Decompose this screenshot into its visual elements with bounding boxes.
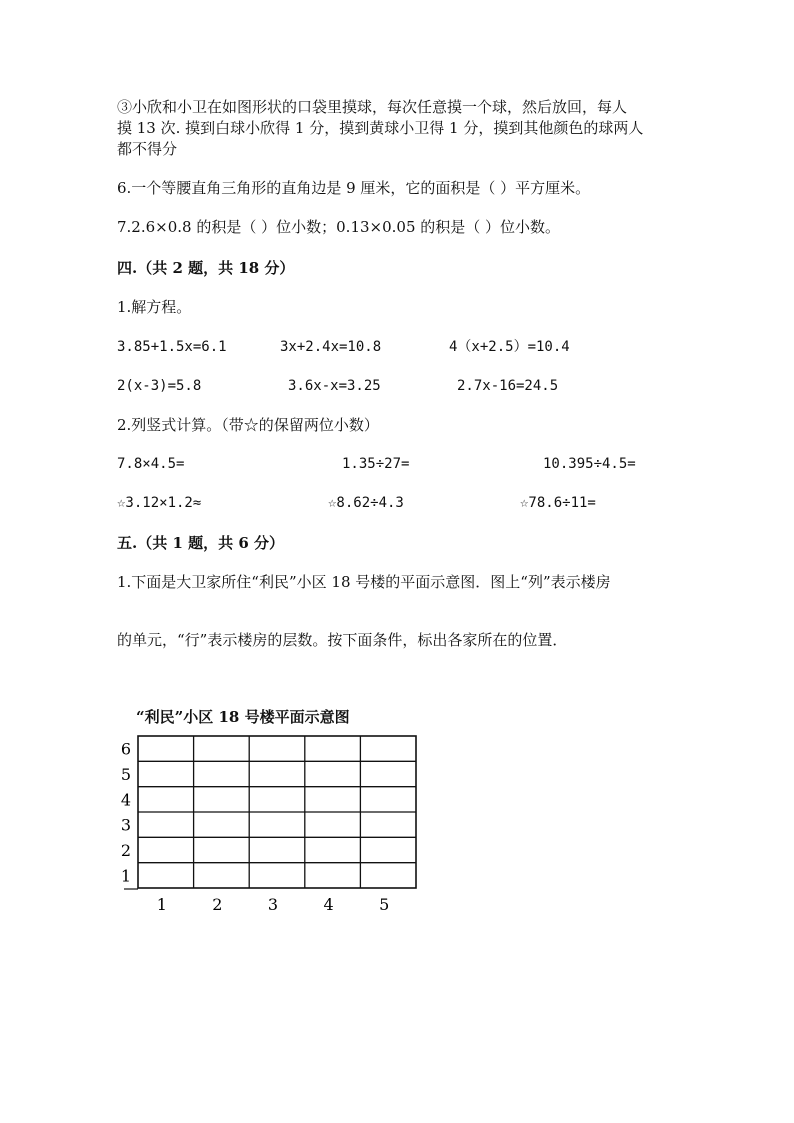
question-7: 7.2.6×0.8 的积是（ ）位小数；0.13×0.05 的积是（ ）位小数。: [117, 218, 561, 236]
diagram-title: “利民”小区 18 号楼平面示意图: [136, 708, 350, 726]
column-label: 3: [267, 895, 279, 914]
calc-5: ☆8.62÷4.3: [328, 495, 404, 511]
equation-1: 3.85+1.5x=6.1: [117, 339, 227, 355]
calc-6: ☆78.6÷11=: [520, 495, 596, 511]
equation-6: 2.7x-16=24.5: [457, 378, 559, 394]
section-5-q1-line-2: 的单元，“行”表示楼房的层数。按下面条件，标出各家所在的位置．: [117, 631, 568, 649]
building-grid: [112, 700, 432, 920]
calc-1: 7.8×4.5=: [117, 456, 185, 472]
calc-2: 1.35÷27=: [342, 456, 410, 472]
row-label: 1: [120, 866, 132, 886]
question-3-line-3: 都不得分: [117, 140, 178, 158]
equation-2: 3x+2.4x=10.8: [280, 339, 382, 355]
section-5-heading: 五.（共 1 题，共 6 分）: [117, 534, 284, 552]
equation-5: 3.6x-x=3.25: [288, 378, 381, 394]
calc-3: 10.395÷4.5=: [543, 456, 636, 472]
equation-3: 4（x+2.5）=10.4: [449, 339, 570, 355]
question-3-line-2: 摸 13 次. 摸到白球小欣得 1 分，摸到黄球小卫得 1 分，摸到其他颜色的球两人: [117, 119, 644, 137]
section-4-heading: 四.（共 2 题，共 18 分）: [117, 259, 295, 277]
calc-4: ☆3.12×1.2≈: [117, 495, 202, 511]
column-label: 5: [379, 895, 390, 914]
equation-4: 2(x-3)=5.8: [117, 378, 202, 394]
building-grid-diagram: [112, 700, 432, 924]
row-label: 4: [120, 790, 132, 810]
column-label: 1: [156, 895, 167, 914]
column-label: 2: [212, 895, 223, 914]
row-label: 3: [120, 815, 132, 835]
question-3-line-1: ③小欣和小卫在如图形状的口袋里摸球，每次任意摸一个球，然后放回，每人: [117, 98, 628, 116]
q-vertical-calc-title: 2.列竖式计算。（带☆的保留两位小数）: [117, 416, 379, 434]
section-5-q1-line-1: 1.下面是大卫家所住“利民”小区 18 号楼的平面示意图．图上“列”表示楼房: [117, 573, 611, 591]
question-6: 6.一个等腰直角三角形的直角边是 9 厘米，它的面积是（ ）平方厘米。: [117, 179, 591, 197]
column-label: 4: [323, 895, 334, 914]
row-label: 5: [120, 765, 132, 784]
row-label: 2: [120, 841, 132, 860]
q-solve-equations-title: 1.解方程。: [117, 298, 192, 316]
row-label: 6: [120, 739, 132, 759]
